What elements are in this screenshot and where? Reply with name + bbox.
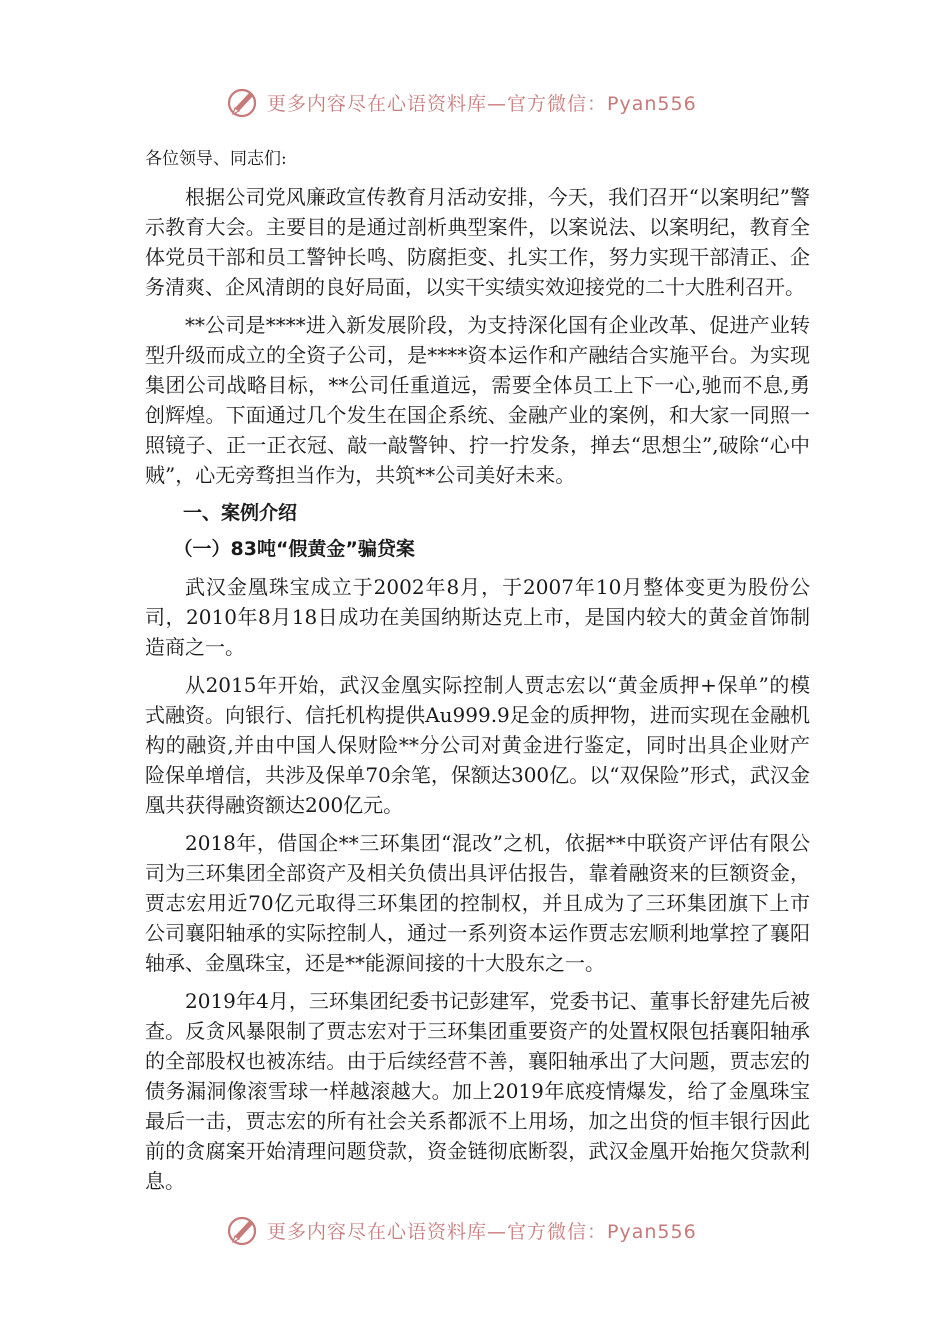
paragraph: **公司是****进入新发展阶段，为支持深化国有企业改革、促进产业转型升级而成立的全资子公司，是****资本运作和产融结合实施平台。为实现集团公司战略目标，**公司任重道远，需要全体员工上下一心,驰而不息,勇创辉煌。下面通过几个发生在国企系统、金融产业的案例，和大家一同照一照镜子、正一正衣冠、敲一敲警钟、拧一拧发条，掸去“思想尘”,破除“心中贼”，心无旁骛担当作为，共筑**公司美好未来。 — [145, 313, 810, 487]
case-heading: （一）83吨“假黄金”骗贷案 — [173, 538, 415, 560]
paragraph: 武汉金凰珠宝成立于2002年8月，于2007年10月整体变更为股份公司，2010年8月18日成功在美国纳斯达克上市，是国内较大的黄金首饰制造商之一。 — [145, 575, 810, 659]
section-heading: 一、案例介绍 — [183, 502, 298, 524]
paragraph: 根据公司党风廉政宣传教育月活动安排，今天，我们召开“以案明纪”警示教育大会。主要目的是通过剖析典型案件，以案说法、以案明纪，教育全体党员干部和员工警钟长鸣、防腐拒变、扎实工作，努力实现干部清正、企务清爽、企风清朗的良好局面，以实干实绩实效迎接党的二十大胜利召开。 — [145, 185, 810, 299]
watermark-text: 更多内容尽在心语资料库—官方微信：Pyan556 — [267, 92, 697, 115]
pen-logo-icon — [225, 1212, 261, 1248]
watermark-footer — [225, 1210, 745, 1250]
watermark-header — [225, 82, 745, 122]
paragraph: 从2015年开始，武汉金凰实际控制人贾志宏以“黄金质押+保单”的模式融资。向银行、信托机构提供Au999.9足金的质押物，进而实现在金融机构的融资,并由中国人保财险**分公司对黄金进行鉴定，同时出具企业财产险保单增信，共涉及保单70余笔，保额达300亿。以“双保险”形式，武汉金凰共获得融资额达200亿元。 — [145, 673, 810, 817]
paragraph: 2019年4月，三环集团纪委书记彭建军，党委书记、董事长舒建先后被查。反贪风暴限制了贾志宏对于三环集团重要资产的处置权限包括襄阳轴承的全部股权也被冻结。由于后续经营不善，襄阳轴承出了大问题，贾志宏的债务漏洞像滚雪球一样越滚越大。加上2019年底疫情爆发，给了金凰珠宝最后一击，贾志宏的所有社会关系都派不上用场，加之出贷的恒丰银行因此前的贪腐案开始清理问题贷款，资金链彻底断裂，武汉金凰开始拖欠贷款利息。 — [145, 989, 810, 1193]
salutation: 各位领导、同志们: — [145, 149, 287, 169]
watermark-text: 更多内容尽在心语资料库—官方微信：Pyan556 — [267, 1220, 697, 1243]
document-body — [145, 146, 810, 1204]
paragraph: 2018年，借国企**三环集团“混改”之机，依据**中联资产评估有限公司为三环集团全部资产及相关负债出具评估报告，靠着融资来的巨额资金，贾志宏用近70亿元取得三环集团的控制权，并且成为了三环集团旗下上市公司襄阳轴承的实际控制人，通过一系列资本运作贾志宏顺利地掌控了襄阳轴承、金凰珠宝，还是**能源间接的十大股东之一。 — [145, 831, 810, 975]
pen-logo-icon — [225, 84, 261, 120]
